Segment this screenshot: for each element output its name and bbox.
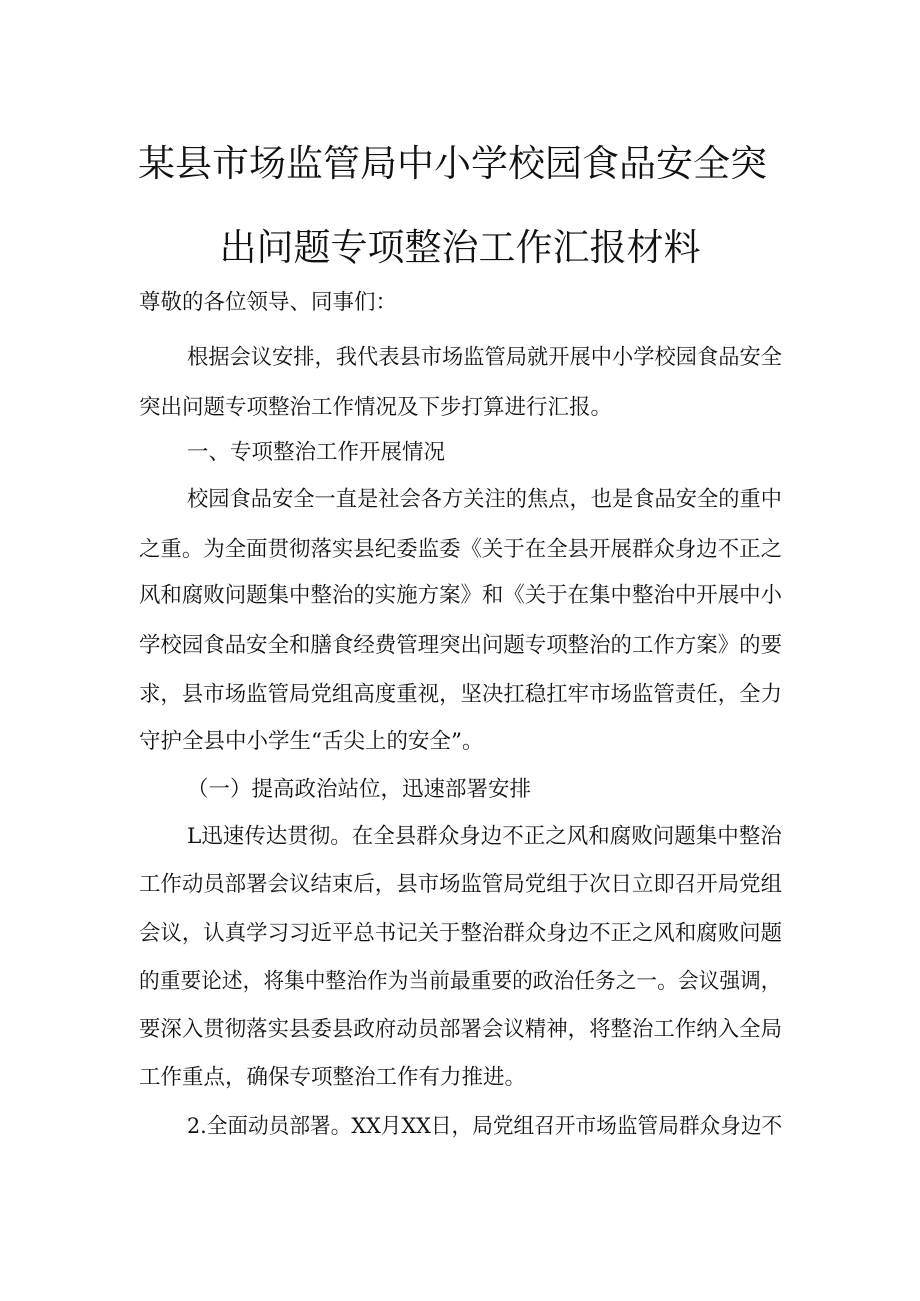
paragraph-line: 学校园食品安全和膳食经费管理突出问题专项整治的工作方案》的要 bbox=[139, 633, 783, 658]
paragraph-line: 工作动员部署会议结束后，县市场监管局党组于次日立即召开局党组 bbox=[139, 872, 783, 897]
document-title-line-2: 出问题专项整治工作汇报材料 bbox=[219, 226, 701, 269]
paragraph-line: 求，县市场监管局党组高度重视，坚决扛稳扛牢市场监管责任，全力 bbox=[139, 682, 783, 707]
paragraph-line: 要深入贯彻落实县委县政府动员部署会议精神，将整治工作纳入全局 bbox=[139, 1017, 783, 1042]
section-heading: 一、专项整治工作开展情况 bbox=[187, 440, 446, 465]
paragraph-line: 根据会议安排，我代表县市场监管局就开展中小学校园食品安全 bbox=[187, 345, 783, 370]
paragraph-line: L迅速传达贯彻。在全县群众身边不正之风和腐败问题集中整治 bbox=[187, 824, 782, 849]
document-title-line-1: 某县市场监管局中小学校园食品安全突 bbox=[138, 142, 767, 185]
paragraph-line: 之重。为全面贯彻落实县纪委监委《关于在全县开展群众身边不正之 bbox=[139, 537, 783, 562]
paragraph-line: 风和腐败问题集中整治的实施方案》和《关于在集中整治中开展中小 bbox=[139, 583, 783, 608]
paragraph-line: 守护全县中小学生“舌尖上的安全”。 bbox=[139, 729, 484, 754]
greeting: 尊敬的各位领导、同事们： bbox=[139, 290, 398, 315]
paragraph-line: 工作重点，确保专项整治工作有力推进。 bbox=[139, 1065, 527, 1090]
paragraph-line: 的重要论述，将集中整治作为当前最重要的政治任务之一。会议强调， bbox=[139, 969, 782, 994]
paragraph-line: 突出问题专项整治工作情况及下步打算进行汇报。 bbox=[139, 395, 613, 420]
paragraph-line: 校园食品安全一直是社会各方关注的焦点，也是食品安全的重中 bbox=[187, 487, 783, 512]
paragraph-line: 会议，认真学习习近平总书记关于整治群众身边不正之风和腐败问题 bbox=[139, 921, 783, 946]
subsection-heading: （一）提高政治站位，迅速部署安排 bbox=[187, 777, 532, 802]
paragraph-line: 2.全面动员部署。XX月XX日，局党组召开市场监管局群众身边不 bbox=[187, 1114, 783, 1139]
